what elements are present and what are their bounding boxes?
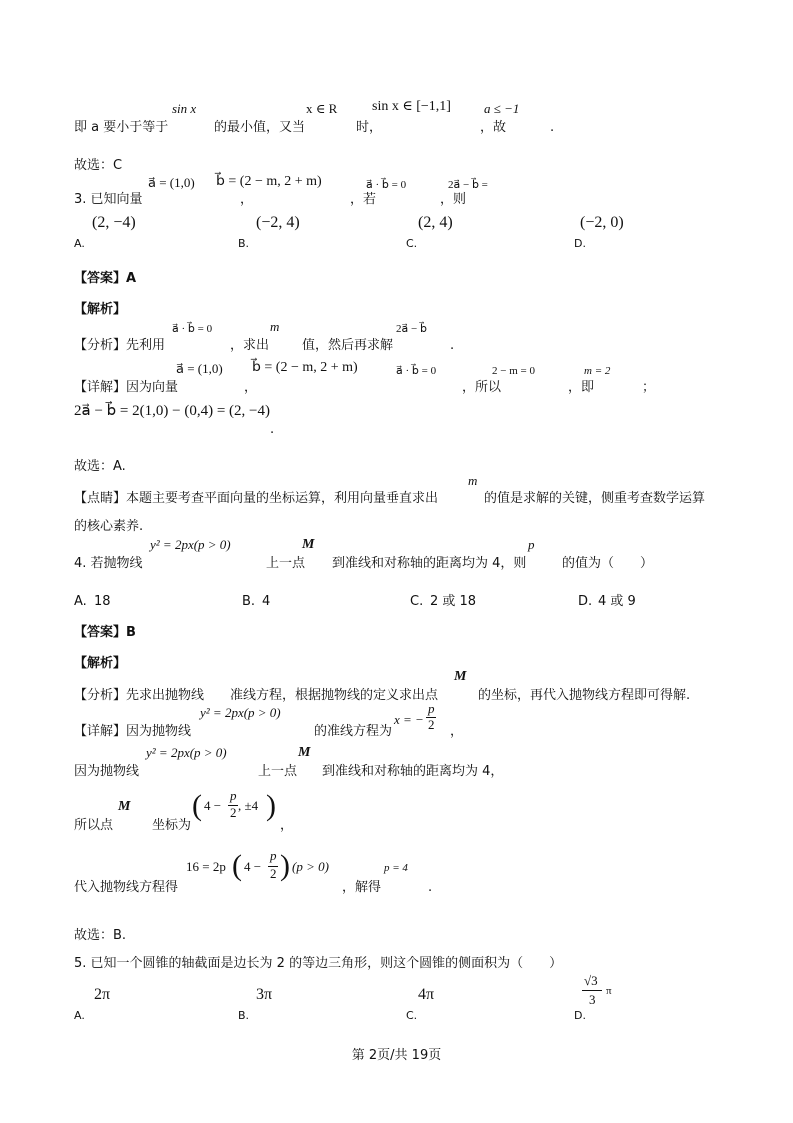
- q4-xj1-3: ，: [450, 724, 464, 739]
- q3-analysis-head: 【解析】: [74, 302, 127, 317]
- q3-answer: 【答案】A: [74, 271, 137, 286]
- q3-stem-1: 3. 已知向量: [74, 192, 143, 207]
- q4-xj2-math-parabola: y² = 2px(p > 0): [146, 745, 227, 760]
- q4-stem-1: 4. 若抛物线: [74, 556, 143, 571]
- q3-fenxi-3: 值，然后再求解: [302, 338, 394, 353]
- q4-xj1-math-x: x = −: [394, 712, 424, 727]
- q5-option-d-num: √3: [584, 973, 598, 988]
- q3-dianjing-1: 【点睛】本题主要考查平面向量的坐标运算，利用向量垂直求出: [74, 491, 439, 506]
- q3-xj-math-m: m = 2: [584, 365, 611, 377]
- q4-answer: 【答案】B: [74, 625, 136, 640]
- q2-text-5: .: [550, 120, 555, 135]
- q3-option-d-value: (−2, 0): [580, 214, 624, 231]
- q4-xj4-math-lparen: (: [232, 849, 242, 882]
- q4-option-a-letter: A.: [74, 594, 87, 609]
- q4-choose: 故选：B.: [74, 928, 127, 943]
- q3-xiangjie-1: 【详解】因为向量: [74, 380, 179, 395]
- q4-xj4-math-den: 2: [270, 866, 277, 881]
- q4-fenxi-2: 准线方程，根据抛物线的定义求出点: [230, 688, 439, 703]
- q5-option-c-value: 4π: [418, 986, 435, 1003]
- q3-dianjing-3: 的核心素养.: [74, 519, 144, 534]
- q3-xj-math-b: b⃗ = (2 − m, 2 + m): [252, 360, 358, 375]
- q3-option-d-letter: D.: [574, 237, 586, 250]
- q3-fenxi-1: 【分析】先利用: [74, 338, 166, 353]
- q4-fenxi-3: 的坐标，再代入抛物线方程即可得解.: [478, 688, 691, 703]
- q4-option-d-letter: D.: [578, 594, 593, 609]
- q3-fenxi-2: ，求出: [230, 338, 270, 353]
- q4-option-c-value: 2 或 18: [430, 594, 477, 609]
- q4-fenxi-1: 【分析】先求出抛物线: [74, 688, 205, 703]
- q3-result: 2a⃗ − b⃗ = 2(1,0) − (0,4) = (2, −4): [74, 403, 270, 419]
- q4-option-c-letter: C.: [410, 594, 424, 609]
- q3-option-c-value: (2, 4): [418, 214, 453, 231]
- q5-option-a-value: 2π: [94, 986, 111, 1003]
- q3-fenxi-math-m: m: [270, 319, 280, 334]
- q3-math-dot: a⃗ · b⃗ = 0: [366, 179, 407, 191]
- q4-xj3-2: 坐标为: [152, 818, 192, 833]
- q4-xj4-1: 代入抛物线方程得: [74, 880, 179, 895]
- q4-xj3-1: 所以点: [74, 818, 114, 833]
- q4-math-m: M: [302, 537, 315, 552]
- q4-xj2-1: 因为抛物线: [74, 764, 140, 779]
- q5-option-d-fraction-bar: [582, 990, 602, 991]
- q5-option-d-pi: π: [606, 985, 612, 997]
- q3-xj-math-dot: a⃗ · b⃗ = 0: [396, 365, 437, 377]
- q2-text-1: 即 a 要小于等于: [74, 120, 169, 135]
- q5-stem: 5. 已知一个圆锥的轴截面是边长为 2 的等边三角形，则这个圆锥的侧面积为（ ）: [74, 956, 563, 971]
- q4-xj4-2: ，解得: [342, 880, 382, 895]
- q4-analysis-head: 【解析】: [74, 656, 127, 671]
- q3-math-b: b⃗ = (2 − m, 2 + m): [216, 174, 322, 189]
- q4-xj4-math-rparen: ): [280, 849, 290, 882]
- q3-dianjing-math-m: m: [468, 473, 478, 488]
- q4-xj2-math-m: M: [298, 745, 311, 760]
- page-footer: 第 2页/共 19页: [351, 1048, 442, 1063]
- q3-xj-math-eq: 2 − m = 0: [492, 365, 535, 377]
- q3-option-b-value: (−2, 4): [256, 214, 300, 231]
- q4-option-d-value: 4 或 9: [598, 594, 636, 609]
- q4-xj1-math-den: 2: [428, 717, 435, 732]
- q4-xj3-math-b: , ±4: [238, 798, 259, 813]
- q3-option-a-value: (2, −4): [92, 214, 136, 231]
- q4-xj4-math-c: (p > 0): [292, 859, 329, 874]
- q5-option-a-letter: A.: [74, 1009, 85, 1022]
- q3-math-expr: 2a⃗ − b⃗ =: [448, 179, 488, 191]
- q3-choose: 故选：A.: [74, 459, 126, 474]
- q3-fenxi-math-expr: 2a⃗ − b⃗: [396, 323, 427, 335]
- q4-option-a-value: 18: [94, 594, 111, 609]
- q2-text-4: ，故: [480, 120, 507, 135]
- q5-option-b-value: 3π: [256, 986, 273, 1003]
- q3-xiangjie-3: ，所以: [462, 380, 502, 395]
- q3-xiangjie-5: ；: [642, 380, 656, 395]
- q3-xiangjie-2: ，: [244, 380, 258, 395]
- q2-choose: 故选：C: [74, 158, 123, 173]
- q2-text-3: 时，: [356, 120, 383, 135]
- q2-text-2: 的最小值，又当: [214, 120, 306, 135]
- q4-math-p: p: [528, 537, 535, 552]
- q4-stem-2: 上一点: [266, 556, 306, 571]
- q4-xj3-math-num: p: [230, 788, 237, 803]
- math-sinx-range: sin x ∈ [−1,1]: [372, 99, 451, 114]
- q5-option-b-letter: B.: [238, 1009, 250, 1022]
- q4-xj3-3: ，: [280, 818, 294, 833]
- q5-option-c-letter: C.: [406, 1009, 418, 1022]
- q4-option-b-value: 4: [262, 594, 271, 609]
- q3-result-end: .: [270, 422, 275, 437]
- q5-option-d-den: 3: [589, 992, 596, 1007]
- q3-stem-3: ，若: [350, 192, 377, 207]
- q3-fenxi-4: .: [450, 338, 455, 353]
- q3-option-b-letter: B.: [238, 237, 250, 250]
- q4-xj4-math-b: 4 −: [244, 859, 262, 874]
- q4-xj4-math-p: p = 4: [384, 862, 408, 874]
- q4-stem-4: 的值为（ ）: [562, 556, 654, 571]
- q4-xj4-3: .: [428, 880, 433, 895]
- q4-xj3-math-den: 2: [230, 805, 237, 820]
- math-a-le: a ≤ −1: [484, 101, 520, 116]
- q4-xj1-1: 【详解】因为抛物线: [74, 724, 192, 739]
- q3-fenxi-math-dot: a⃗ · b⃗ = 0: [172, 323, 213, 335]
- q3-stem-4: ，则: [440, 192, 467, 207]
- q3-option-c-letter: C.: [406, 237, 418, 250]
- q4-xj1-math-parabola: y² = 2px(p > 0): [200, 705, 281, 720]
- q3-xj-math-a: a⃗ = (1,0): [176, 361, 223, 376]
- q4-xj2-3: 到准线和对称轴的距离均为 4，: [322, 764, 504, 779]
- q4-xj4-math-a: 16 = 2p: [186, 859, 226, 874]
- q4-xj3-math-rparen: ): [266, 789, 276, 822]
- q5-option-d-letter: D.: [574, 1009, 586, 1022]
- math-x-in-r: x ∈ R: [306, 101, 338, 116]
- q4-xj4-math-num: p: [270, 848, 277, 863]
- q3-dianjing-2: 的值是求解的关键，侧重考查数学运算: [484, 491, 706, 506]
- q4-xj1-2: 的准线方程为: [314, 724, 393, 739]
- q4-xj3-math-m: M: [118, 799, 131, 814]
- math-sinx: sin x: [172, 101, 197, 116]
- q4-option-b-letter: B.: [242, 594, 256, 609]
- q3-xiangjie-4: ，即: [568, 380, 595, 395]
- q4-xj3-math-a: 4 −: [204, 798, 222, 813]
- q4-xj3-math-lparen: (: [192, 789, 202, 822]
- q4-fenxi-math-m: M: [454, 669, 467, 684]
- q4-math-parabola: y² = 2px(p > 0): [150, 537, 231, 552]
- q4-xj1-math-num: p: [428, 701, 435, 716]
- q3-math-a: a⃗ = (1,0): [148, 175, 195, 190]
- q3-stem-2: ，: [240, 192, 254, 207]
- q4-stem-3: 到准线和对称轴的距离均为 4，则: [332, 556, 527, 571]
- q4-xj2-2: 上一点: [258, 764, 298, 779]
- q3-option-a-letter: A.: [74, 237, 85, 250]
